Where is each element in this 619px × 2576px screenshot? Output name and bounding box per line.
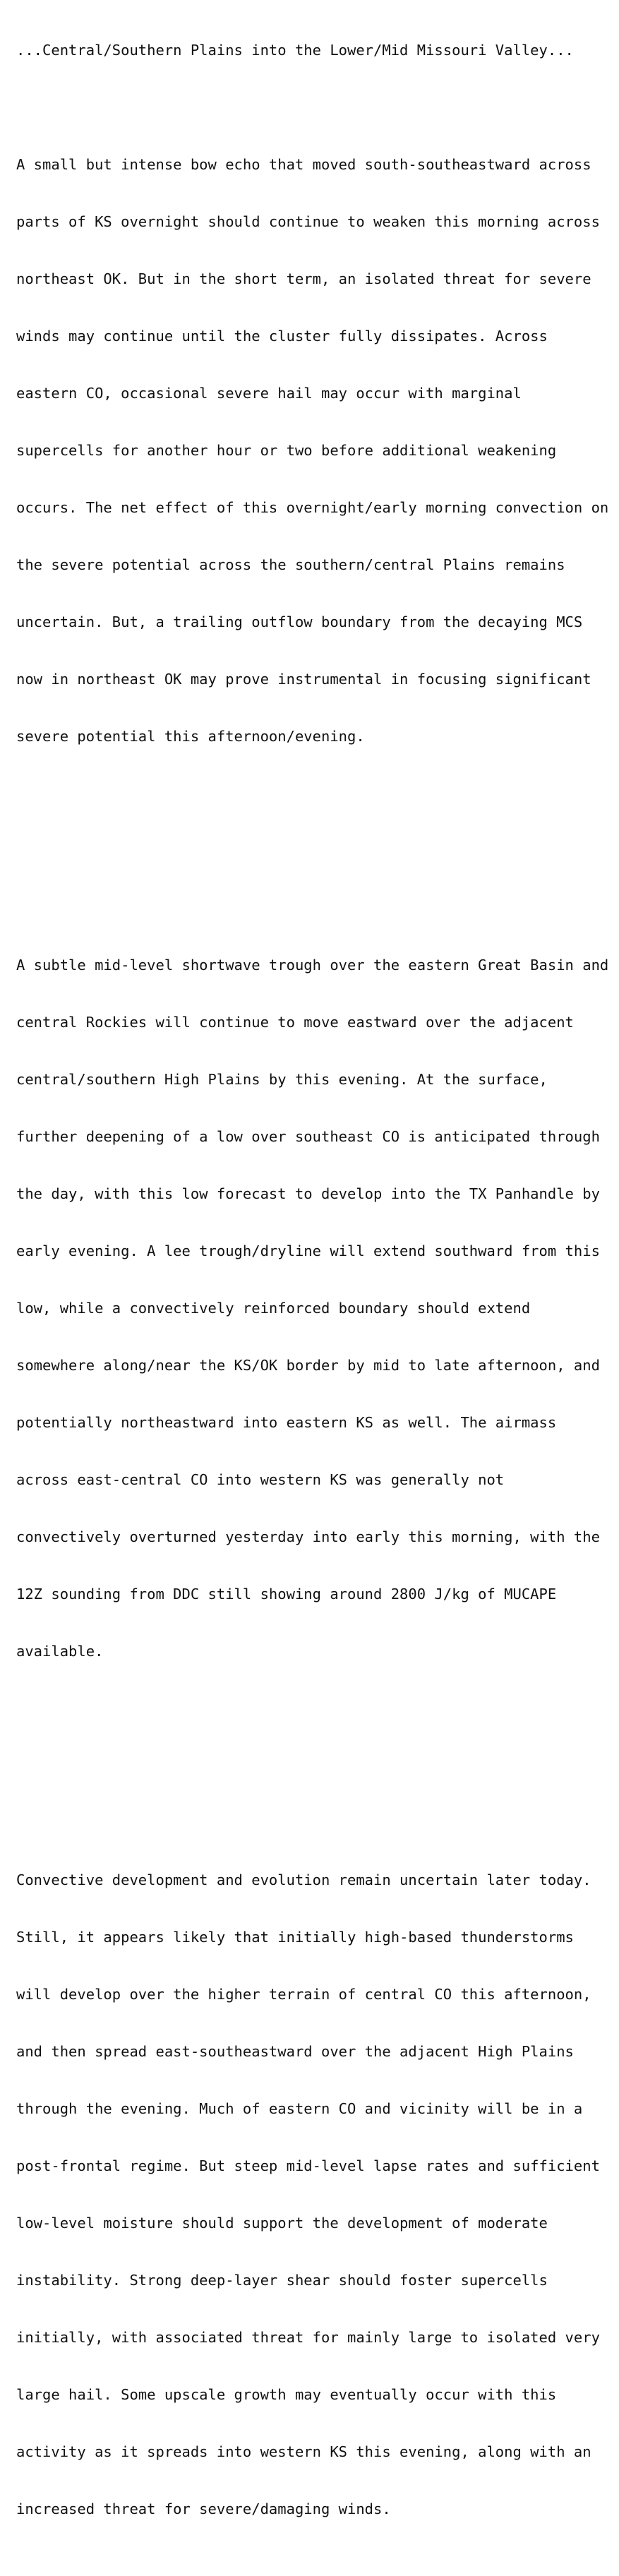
text-line: initially, with associated threat for mainly large to isolated very: [16, 2329, 600, 2346]
text-line: across east-central CO into western KS was generally not: [16, 1471, 505, 1488]
text-line: instability. Strong deep-layer shear should foster supercells: [16, 2272, 548, 2289]
text-line: increased threat for severe/damaging winds.: [16, 2500, 391, 2517]
text-line: available.: [16, 1643, 104, 1660]
text-line: low-level moisture should support the development of moderate: [16, 2215, 548, 2231]
text-line: somewhere along/near the KS/OK border by mid to late afternoon, and: [16, 1357, 600, 1374]
text-line: large hail. Some upscale growth may eventually occur with this: [16, 2386, 557, 2403]
text-line: A small but intense bow echo that moved south-southeastward across: [16, 156, 591, 173]
text-line: uncertain. But, a trailing outflow boundary from the decaying MCS: [16, 613, 583, 630]
text-line: northeast OK. But in the short term, an isolated threat for severe: [16, 270, 591, 287]
paragraph-spacer: [16, 841, 616, 861]
text-line: 12Z sounding from DDC still showing around 2800 J/kg of MUCAPE: [16, 1586, 557, 1602]
text-line: winds may continue until the cluster fully dissipates. Across: [16, 328, 548, 345]
text-line: low, while a convectively reinforced boundary should extend: [16, 1300, 531, 1317]
paragraph-environment: [16, 918, 616, 1699]
paragraph-spacer: [16, 1756, 616, 1775]
text-line: central/southern High Plains by this evening. At the surface,: [16, 1071, 548, 1088]
text-line: Convective development and evolution remain uncertain later today.: [16, 1871, 591, 1888]
paragraph-synopsis: [16, 117, 616, 784]
text-line: supercells for another hour or two before additional weakening: [16, 442, 557, 459]
text-line: post-frontal regime. But steep mid-level lapse rates and sufficient: [16, 2157, 600, 2174]
text-line: the severe potential across the southern/central Plains remains: [16, 556, 565, 573]
text-line: central Rockies will continue to move eastward over the adjacent: [16, 1014, 574, 1031]
text-line: convectively overturned yesterday into early this morning, with the: [16, 1528, 600, 1545]
text-line: the day, with this low forecast to develop into the TX Panhandle by: [16, 1185, 600, 1202]
text-line: activity as it spreads into western KS this evening, along with an: [16, 2443, 591, 2460]
text-line: early evening. A lee trough/dryline will extend southward from this: [16, 1242, 600, 1259]
text-line: now in northeast OK may prove instrumental in focusing significant: [16, 671, 591, 688]
text-line: further deepening of a low over southeast CO is anticipated through: [16, 1128, 600, 1145]
paragraph-convective-evolution: [16, 1833, 616, 2557]
section-heading: ...Central/Southern Plains into the Lower/Mid Missouri Valley...: [16, 42, 574, 59]
text-line: will develop over the higher terrain of central CO this afternoon,: [16, 1986, 591, 2003]
text-line: through the evening. Much of eastern CO and vicinity will be in a: [16, 2100, 583, 2117]
forecast-discussion: [16, 3, 616, 2576]
text-line: Still, it appears likely that initially high-based thunderstorms: [16, 1929, 574, 1946]
text-line: and then spread east-southeastward over the adjacent High Plains: [16, 2043, 574, 2060]
text-line: eastern CO, occasional severe hail may occur with marginal: [16, 385, 522, 402]
text-line: potentially northeastward into eastern KS as well. The airmass: [16, 1414, 557, 1431]
text-line: A subtle mid-level shortwave trough over the eastern Great Basin and: [16, 957, 609, 974]
text-line: severe potential this afternoon/evening.: [16, 728, 365, 745]
text-line: occurs. The net effect of this overnight/early morning convection on: [16, 499, 609, 516]
text-line: parts of KS overnight should continue to weaken this morning across: [16, 213, 600, 230]
